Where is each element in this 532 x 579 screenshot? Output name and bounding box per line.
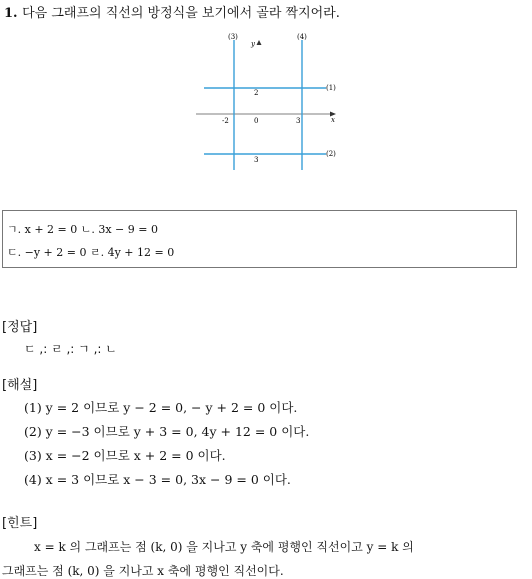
hint-heading: [힌트] <box>2 516 38 531</box>
tick-y-2: 2 <box>254 89 259 97</box>
label-line-2: (2) <box>326 150 336 158</box>
explanation-line-4: (4) x = 3 이므로 x − 3 = 0, 3x − 9 = 0 이다. <box>24 472 291 487</box>
choices-box <box>2 210 517 268</box>
label-line-3: (3) <box>228 33 238 41</box>
label-line-1: (1) <box>326 84 336 92</box>
choices-row-1: ㄱ. x + 2 = 0 ㄴ. 3x − 9 = 0 <box>7 223 158 236</box>
explanation-line-3: (3) x = −2 이므로 x + 2 = 0 이다. <box>24 448 226 463</box>
hint-line-1: x = k 의 그래프는 점 (k, 0) 을 지나고 y 축에 평행인 직선이고 y = k 의 <box>34 540 414 554</box>
explanation-heading: [해설] <box>2 378 38 393</box>
choices-row-2: ㄷ. −y + 2 = 0 ㄹ. 4y + 12 = 0 <box>7 246 175 259</box>
answer-text: ㄷ ,: ㄹ ,: ㄱ ,: ㄴ <box>24 342 117 356</box>
x-axis-label: x <box>331 116 335 124</box>
question-title <box>4 2 340 21</box>
hint-line-2: 그래프는 점 (k, 0) 을 지나고 x 축에 평행인 직선이다. <box>2 564 284 578</box>
explanation-line-2: (2) y = −3 이므로 y + 3 = 0, 4y + 12 = 0 이다. <box>24 424 310 439</box>
tick-origin: 0 <box>254 117 259 125</box>
question-number: 1. <box>4 6 18 21</box>
graph-figure <box>196 30 346 170</box>
tick-x-3: 3 <box>296 117 301 125</box>
explanation-line-1: (1) y = 2 이므로 y − 2 = 0, − y + 2 = 0 이다. <box>24 400 298 415</box>
label-line-4: (4) <box>297 33 307 41</box>
tick-y-neg3: 3 <box>254 156 259 164</box>
question-text: 다음 그래프의 직선의 방정식을 보기에서 골라 짝지어라. <box>22 6 340 21</box>
answer-heading: [정답] <box>2 320 38 335</box>
tick-x-neg2: -2 <box>222 117 229 125</box>
y-axis-label: y <box>251 40 255 48</box>
y-axis-arrow <box>257 40 262 45</box>
